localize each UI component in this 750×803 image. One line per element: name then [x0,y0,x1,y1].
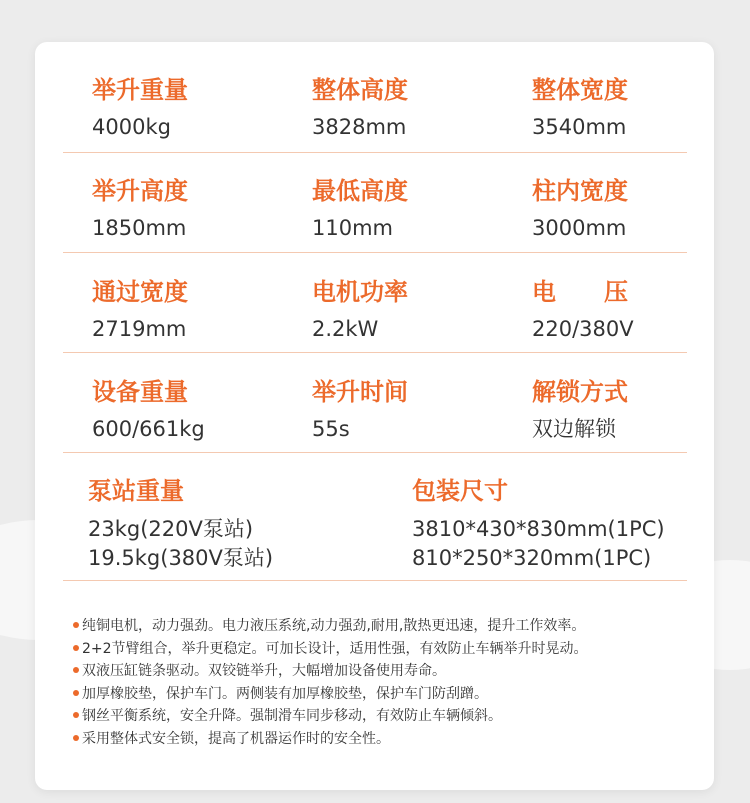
feature-text: 采用整体式安全锁，提高了机器运作时的安全性。 [82,730,390,747]
divider [63,580,687,581]
pump-weight-value: 23kg(220V泵站) [88,517,254,541]
feature-item [73,638,693,661]
bullet-dot-icon [73,645,79,651]
spec-label: 设备重量 [92,378,188,406]
packing-size-label: 包装尺寸 [412,477,508,505]
feature-text: 钢丝平衡系统，安全升降。强制滑车同步移动，有效防止车辆倾斜。 [82,708,502,724]
feature-item [73,728,693,751]
feature-item [73,615,693,638]
spec-label: 最低高度 [312,177,408,205]
spec-cell [532,377,628,442]
feature-text: 双液压缸链条驱动。双铰链举升，大幅增加设备使用寿命。 [82,663,446,679]
spec-cell [92,277,188,342]
spec-value: 110mm [312,216,393,240]
bullet-dot-icon [73,667,79,673]
spec-card [35,42,714,790]
spec-value: 4000kg [92,115,171,139]
spec-value: 3540mm [532,115,627,139]
spec-value: 2.2kW [312,317,379,341]
spec-label: 通过宽度 [92,278,188,306]
spec-label: 举升时间 [312,378,408,406]
spec-label: 举升重量 [92,76,188,104]
feature-item [73,660,693,683]
divider [63,252,687,253]
divider [63,452,687,453]
feature-text: 纯铜电机，动力强劲。电力液压系统,动力强劲,耐用,散热更迅速，提升工作效率。 [82,618,586,634]
spec-value: 3828mm [312,115,407,139]
spec-label: 电机功率 [312,278,408,306]
feature-list [73,615,693,750]
bullet-dot-icon [73,712,79,718]
spec-cell [532,176,628,241]
spec-label: 整体高度 [312,76,408,104]
spec-value: 3000mm [532,216,627,240]
feature-item [73,705,693,728]
spec-cell [312,75,408,140]
spec-label: 整体宽度 [532,76,628,104]
spec-cell [92,176,188,241]
feature-item [73,683,693,706]
packing-size-value: 810*250*320mm(1PC) [412,546,652,570]
bullet-dot-icon [73,622,79,628]
divider [63,152,687,153]
feature-text: 加厚橡胶垫，保护车门。两侧装有加厚橡胶垫，保护车门防刮蹭。 [82,685,488,702]
spec-cell [312,277,408,342]
spec-label: 解锁方式 [532,378,628,406]
spec-label: 柱内宽度 [532,177,628,205]
spec-label: 电 压 [532,278,628,306]
spec-value: 220/380V [532,317,634,341]
divider [63,352,687,353]
bullet-dot-icon [73,690,79,696]
spec-value: 双边解锁 [532,417,616,441]
spec-value: 1850mm [92,216,187,240]
pump-weight-value: 19.5kg(380V泵站) [88,546,274,570]
spec-cell [532,277,634,342]
packing-size-value: 3810*430*830mm(1PC) [412,517,665,541]
packing-size-cell [412,476,665,573]
spec-value: 2719mm [92,317,187,341]
spec-cell [312,377,408,442]
spec-cell [532,75,628,140]
pump-weight-label: 泵站重量 [88,477,184,505]
bullet-dot-icon [73,735,79,741]
spec-label: 举升高度 [92,177,188,205]
pump-weight-cell [88,476,273,573]
spec-value: 55s [312,417,350,441]
spec-value: 600/661kg [92,417,205,441]
feature-text: 2+2节臂组合，举升更稳定。可加长设计，适用性强，有效防止车辆举升时晃动。 [82,640,588,657]
spec-cell [92,377,205,442]
spec-cell [312,176,408,241]
spec-cell [92,75,188,140]
